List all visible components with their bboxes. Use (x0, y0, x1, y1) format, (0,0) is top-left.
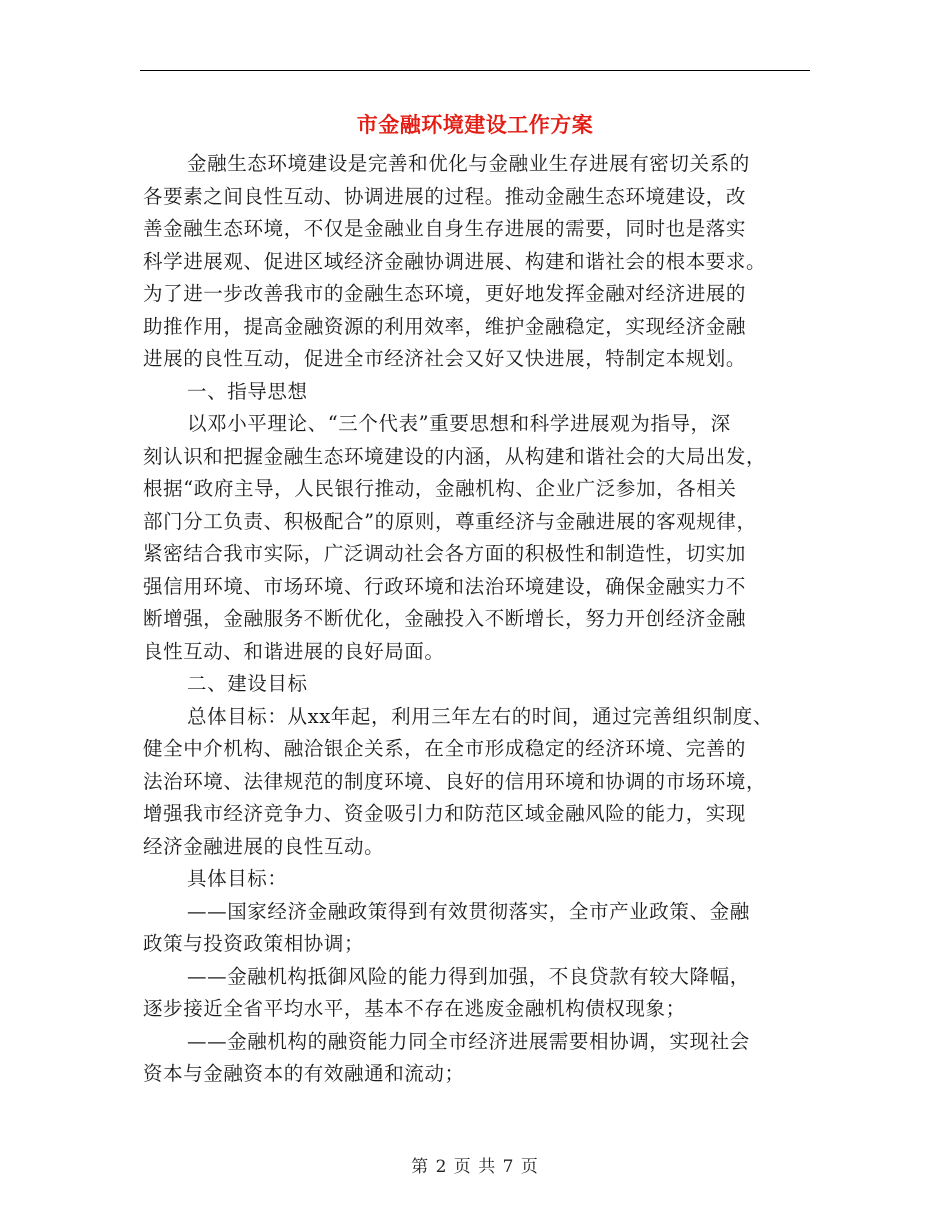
paragraph-line: 总体目标：从xx年起，利用三年左右的时间，通过完善组织制度、 (187, 704, 773, 728)
paragraph-line: 强信用环境、市场环境、行政环境和法治环境建设，确保金融实力不 (143, 574, 747, 598)
paragraph-line: 断增强，金融服务不断优化，金融投入不断增长，努力开创经济金融 (143, 607, 747, 630)
paragraph-line: 政策与投资政策相协调； (143, 932, 365, 955)
paragraph-line: 各要素之间良性互动、协调进展的过程。推动金融生态环境建设，改 (143, 184, 747, 208)
section-heading: 二、建设目标 (187, 672, 308, 695)
paragraph-line: 逐步接近全省平均水平，基本不存在逃废金融机构债权现象； (143, 997, 686, 1020)
document-body (143, 148, 833, 1091)
paragraph-line: 具体目标： (187, 867, 288, 890)
paragraph-line: 刻认识和把握金融生态环境建设的内涵，从构建和谐社会的大局出发， (143, 444, 767, 468)
paragraph-line: 紧密结合我市实际，广泛调动社会各方面的积极性和制造性，切实加 (143, 542, 747, 565)
paragraph-line: 根据“政府主导，人民银行推动，金融机构、企业广泛参加，各相关 (143, 477, 737, 500)
paragraph-line: 善金融生态环境，不仅是金融业自身生存进展的需要，同时也是落实 (143, 217, 747, 240)
paragraph-line: 健全中介机构、融洽银企关系，在全市形成稳定的经济环境、完善的 (143, 737, 747, 760)
paragraph-line: 助推作用，提高金融资源的利用效率，维护金融稳定，实现经济金融 (143, 314, 747, 338)
header-rule (140, 70, 810, 71)
paragraph-line: ——金融机构抵御风险的能力得到加强，不良贷款有较大降幅， (187, 964, 750, 988)
paragraph-line: ——金融机构的融资能力同全市经济进展需要相协调，实现社会 (187, 1029, 750, 1053)
paragraph-line: 金融生态环境建设是完善和优化与金融业生存进展有密切关系的 (187, 152, 750, 175)
document-title: 市金融环境建设工作方案 (356, 112, 594, 137)
paragraph-line: 资本与金融资本的有效融通和流动； (143, 1062, 465, 1085)
paragraph-line: 以邓小平理论、“三个代表”重要思想和科学进展观为指导，深 (187, 412, 731, 435)
paragraph-line: 科学进展观、促进区域经济金融协调进展、构建和谐社会的根本要求。 (143, 249, 767, 273)
section-heading: 一、指导思想 (187, 379, 308, 403)
paragraph-line: 增强我市经济竞争力、资金吸引力和防范区域金融风险的能力，实现 (143, 802, 747, 825)
paragraph-line: 良性互动、和谐进展的良好局面。 (143, 639, 445, 663)
paragraph-line: 法治环境、法律规范的制度环境、良好的信用环境和协调的市场环境， (143, 769, 767, 793)
paragraph-line: ——国家经济金融政策得到有效贯彻落实，全市产业政策、金融 (187, 899, 750, 923)
page-number: 第 2 页 共 7 页 (411, 1157, 539, 1177)
paragraph-line: 进展的良性互动，促进全市经济社会又好又快进展，特制定本规划。 (143, 347, 747, 370)
paragraph-line: 部门分工负责、积极配合”的原则，尊重经济与金融进展的客观规律， (143, 509, 757, 533)
paragraph-line: 经济金融进展的良性互动。 (143, 834, 385, 858)
paragraph-line: 为了进一步改善我市的金融生态环境，更好地发挥金融对经济进展的 (143, 282, 747, 305)
